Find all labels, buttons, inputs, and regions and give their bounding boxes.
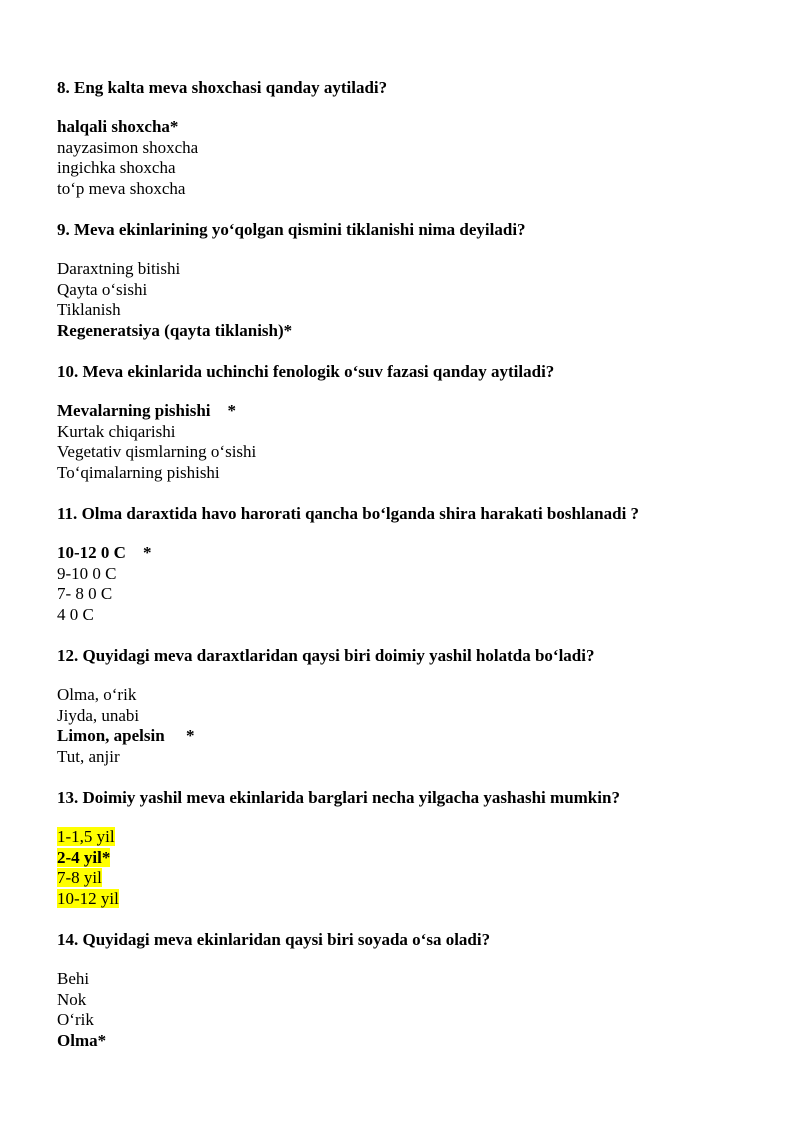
answer-option [57, 321, 757, 342]
question-number: 14. [57, 930, 79, 949]
answer-list [57, 543, 757, 625]
answer-text: 9-10 0 C [57, 563, 117, 583]
answer-option [57, 1031, 757, 1052]
question-block [57, 929, 757, 1051]
answer-text: nayzasimon shoxcha [57, 137, 199, 157]
answer-text: Daraxtning bitishi [57, 259, 181, 278]
answer-text: Qayta o‘sishi [57, 279, 148, 299]
answer-text: Olma, o‘rik [57, 685, 137, 704]
question-number: 8. [57, 78, 70, 97]
answer-option [57, 179, 757, 200]
answer-option [57, 969, 757, 990]
answer-option [57, 422, 757, 443]
answer-option [57, 868, 757, 889]
quiz-page [57, 77, 757, 1051]
question-block [57, 361, 757, 483]
answer-option [57, 117, 757, 138]
answer-text: to‘p meva shoxcha [57, 178, 186, 198]
answer-text: Nok [57, 989, 87, 1009]
answer-text: To‘qimalarning pishishi [57, 462, 220, 482]
answer-option [57, 280, 757, 301]
answer-text: Regeneratsiya (qayta tiklanish)* [57, 320, 293, 340]
answer-text: Tiklanish [57, 300, 121, 319]
answer-text: Jiyda, unabi [57, 705, 140, 725]
answer-list [57, 685, 757, 767]
answer-option [57, 442, 757, 463]
answer-option [57, 827, 757, 848]
answer-list [57, 969, 757, 1051]
question-text [57, 219, 757, 241]
answer-list [57, 259, 757, 341]
answer-text: 7-8 yil [57, 868, 102, 887]
answer-text: Limon, apelsin * [57, 726, 195, 745]
answer-option [57, 726, 757, 747]
answer-option [57, 889, 757, 910]
answer-option [57, 259, 757, 280]
answer-option [57, 138, 757, 159]
answer-option [57, 1010, 757, 1031]
question-text [57, 787, 757, 809]
answer-text: 4 0 C [57, 604, 94, 624]
answer-option [57, 685, 757, 706]
question-block [57, 645, 757, 767]
answer-text: 10-12 yil [57, 888, 119, 908]
answer-text: Kurtak chiqarishi [57, 421, 176, 441]
answer-list [57, 401, 757, 483]
question-number: 12. [57, 646, 79, 665]
answer-text: Vegetativ qismlarning o‘sishi [57, 442, 257, 461]
answer-text: halqali shoxcha* [57, 117, 179, 136]
answer-option [57, 584, 757, 605]
answer-option [57, 706, 757, 727]
question-label: Meva ekinlarining yo‘qolgan qismini tiklanishi nima deyiladi? [74, 220, 526, 239]
question-label: Quyidagi meva daraxtlaridan qaysi biri doimiy yashil holatda bo‘ladi? [82, 646, 595, 665]
answer-option [57, 848, 757, 869]
question-block [57, 219, 757, 341]
question-number: 11. [57, 504, 78, 523]
answer-text: 1-1,5 yil [57, 827, 115, 846]
question-text [57, 77, 757, 99]
answer-text: 10-12 0 C * [57, 543, 152, 562]
answer-text: ingichka shoxcha [57, 158, 176, 177]
answer-text: Behi [57, 969, 90, 988]
answer-text: 7- 8 0 C [57, 584, 113, 603]
question-label: Olma daraxtida havo harorati qancha bo‘lganda shira harakati boshlanadi ? [81, 504, 640, 523]
answer-option [57, 990, 757, 1011]
answer-option [57, 605, 757, 626]
answer-text: Olma* [57, 1030, 107, 1050]
answer-option [57, 158, 757, 179]
answer-option [57, 543, 757, 564]
answer-list [57, 827, 757, 909]
answer-option [57, 463, 757, 484]
question-text [57, 361, 757, 383]
question-block [57, 77, 757, 199]
question-label: Quyidagi meva ekinlaridan qaysi biri soyada o‘sa oladi? [82, 930, 491, 949]
answer-text: O‘rik [57, 1010, 94, 1029]
answer-option [57, 401, 757, 422]
answer-text: Mevalarning pishishi * [57, 401, 237, 420]
question-number: 10. [57, 362, 79, 381]
question-block [57, 503, 757, 625]
answer-option [57, 747, 757, 768]
answer-text: 2-4 yil* [57, 847, 111, 867]
question-text [57, 503, 757, 525]
answer-list [57, 117, 757, 199]
question-label: Meva ekinlarida uchinchi fenologik o‘suv fazasi qanday aytiladi? [82, 362, 555, 381]
question-number: 13. [57, 788, 79, 807]
question-block [57, 787, 757, 909]
answer-option [57, 564, 757, 585]
answer-option [57, 300, 757, 321]
answer-text: Tut, anjir [57, 746, 120, 766]
question-label: Doimiy yashil meva ekinlarida barglari necha yilgacha yashashi mumkin? [82, 788, 620, 807]
question-label: Eng kalta meva shoxchasi qanday aytiladi? [74, 78, 388, 97]
question-text [57, 645, 757, 667]
question-text [57, 929, 757, 951]
question-number: 9. [57, 220, 70, 239]
